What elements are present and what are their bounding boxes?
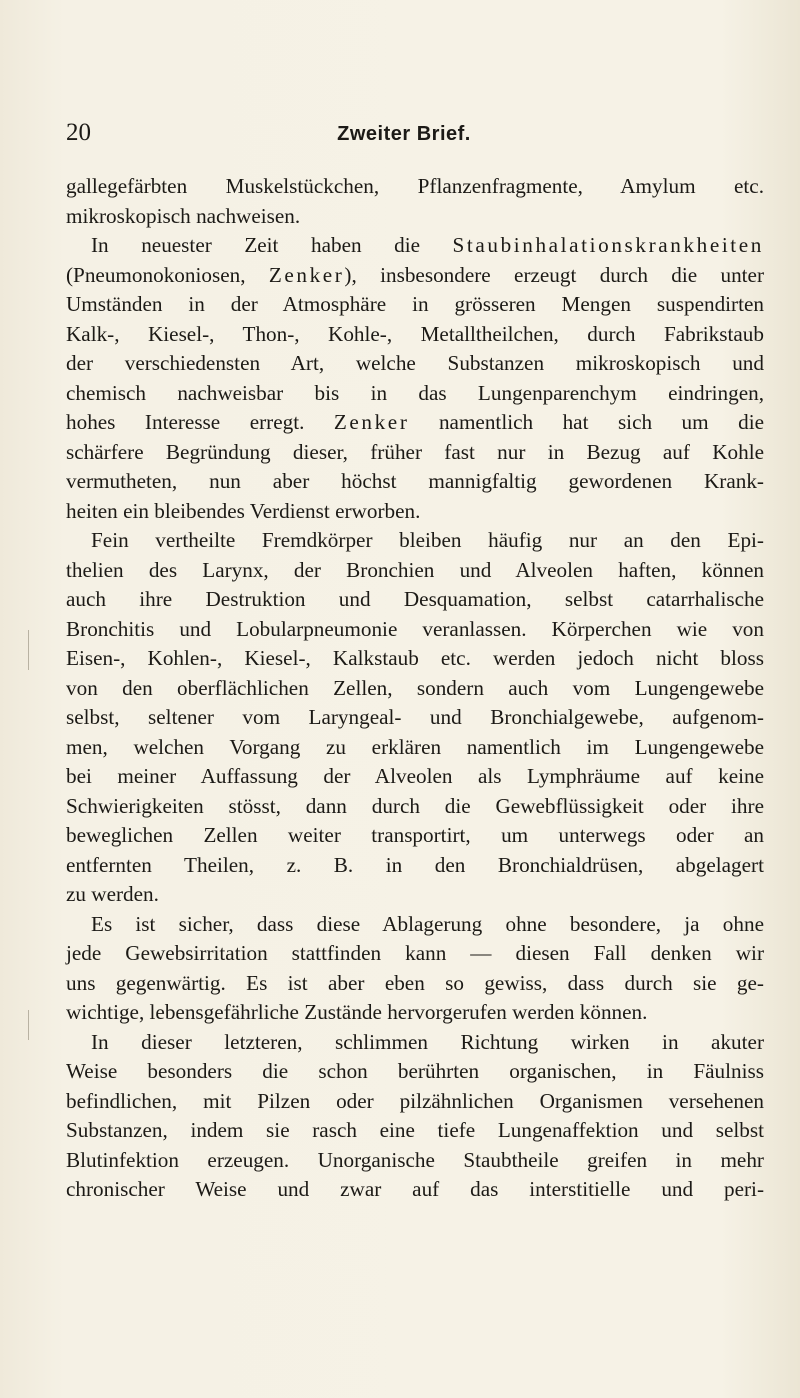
text-line: chronischer Weise und zwar auf das interstitielle und peri-	[66, 1177, 764, 1201]
text-line: In dieser letzteren, schlimmen Richtung wirken in akuter	[91, 1029, 764, 1054]
text-line: von den oberflächlichen Zellen, sondern auch vom Lungengewebe	[66, 675, 764, 700]
text-line: wichtige, lebensgefährliche Zustände hervorgerufen werden können.	[66, 1000, 648, 1024]
text-line: hohes Interesse erregt. Zenker namentlich hat sich um die	[66, 410, 764, 434]
text-line: befindlichen, mit Pilzen oder pilzähnlichen Organismen versehenen	[66, 1088, 764, 1113]
text-line: In neuester Zeit haben die Staubinhalationskrankheiten	[91, 233, 764, 257]
text-line: beweglichen Zellen weiter transportirt, um unterwegs oder an	[66, 823, 764, 847]
text-line: der verschiedensten Art, welche Substanzen mikroskopisch und	[66, 351, 764, 375]
text-line: (Pneumonokoniosen, Zenker), insbesondere erzeugt durch die unter	[66, 262, 765, 287]
text-line: uns gegenwärtig. Es ist aber eben so gewiss, dass durch sie ge-	[66, 970, 764, 995]
text-line: Es ist sicher, dass diese Ablagerung ohne besondere, ja ohne	[91, 911, 764, 936]
text-line: thelien des Larynx, der Bronchien und Alveolen haften, können	[66, 557, 764, 582]
text-line: gallegefärbten Muskelstückchen, Pflanzenfragmente, Amylum etc.	[66, 174, 764, 198]
text-line: Kalk-, Kiesel-, Thon-, Kohle-, Metalltheilchen, durch Fabrikstaub	[66, 321, 764, 346]
text-line: Blutinfektion erzeugen. Unorganische Staubtheile greifen in mehr	[66, 1147, 764, 1172]
text-line: Umständen in der Atmosphäre in grösseren Mengen suspendirten	[66, 292, 764, 316]
page-header	[66, 118, 742, 148]
text-line: men, welchen Vorgang zu erklären namentlich im Lungengewebe	[66, 734, 764, 759]
text-line: schärfere Begründung dieser, früher fast nur in Bezug auf Kohle	[66, 439, 764, 464]
text-line: Bronchitis und Lobularpneumonie veranlassen. Körperchen wie von	[66, 616, 764, 641]
page-edge-mark	[28, 1010, 29, 1040]
text-line: mikroskopisch nachweisen.	[66, 203, 301, 228]
text-line: auch ihre Destruktion und Desquamation, selbst catarrhalische	[66, 587, 764, 611]
running-head: Zweiter Brief.	[337, 123, 471, 145]
text-line: heiten ein bleibendes Verdienst erworben.	[66, 498, 421, 523]
text-line: Eisen-, Kohlen-, Kiesel-, Kalkstaub etc. werden jedoch nicht bloss	[66, 646, 764, 670]
text-line: Substanzen, indem sie rasch eine tiefe Lungenaffektion und selbst	[66, 1118, 764, 1142]
text-line: selbst, seltener vom Laryngeal- und Bronchialgewebe, aufgenom-	[66, 705, 764, 729]
text-line: vermutheten, nun aber höchst mannigfaltig gewordenen Krank-	[66, 469, 764, 493]
author-name: Zenker	[268, 262, 345, 287]
text-line: bei meiner Auffassung der Alveolen als Lymphräume auf keine	[66, 764, 764, 788]
emphasized-term: Staubinhalationskrankheiten	[452, 233, 764, 257]
text-line: zu werden.	[66, 882, 159, 906]
text-line: Weise besonders die schon berührten organischen, in Fäulniss	[66, 1059, 764, 1083]
body-text	[66, 172, 764, 1205]
text-line: jede Gewebsirritation stattfinden kann — diesen Fall denken wir	[66, 941, 764, 965]
page-number: 20	[66, 119, 91, 146]
author-name: Zenker	[333, 410, 410, 434]
text-line: chemisch nachweisbar bis in das Lungenparenchym eindringen,	[66, 380, 764, 405]
text-line: entfernten Theilen, z. B. in den Bronchialdrüsen, abgelagert	[66, 852, 764, 877]
page-edge-mark	[28, 630, 29, 670]
text-line: Schwierigkeiten stösst, dann durch die Gewebflüssigkeit oder ihre	[66, 793, 764, 818]
text-line: Fein vertheilte Fremdkörper bleiben häufig nur an den Epi-	[91, 528, 764, 552]
